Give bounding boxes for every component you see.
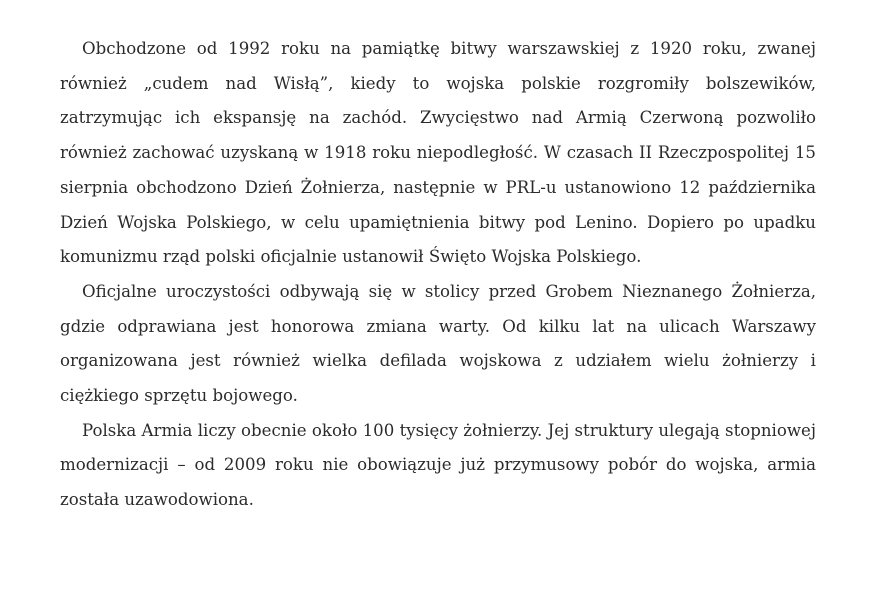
paragraph-history: Obchodzone od 1992 roku na pamiątkę bitwy warszawskiej z 1920 roku, zwanej również „cudem nad Wisłą”, kiedy to wojska polskie rozgromiły bolszewików, zatrzymując ich ekspansję na zachód. Zwycięstwo nad Armią Czerwoną pozwoliło również zachować uzyskaną w 1918 roku niepodległość. W czasach II Rzeczpospolitej 15 sierpnia obchodzono Dzień Żołnierza, następnie w PRL-u ustanowiono 12 października Dzień Wojska Polskiego, w celu upamiętnienia bitwy pod Lenino. Dopiero po upadku komunizmu rząd polski oficjalnie ustanowił Święto Wojska Polskiego. (60, 39, 816, 267)
paragraph-army-size: Polska Armia liczy obecnie około 100 tysięcy żołnierzy. Jej struktury ulegają stopniowej modernizacji – od 2009 roku nie obowiązuje już przymusowy pobór do wojska, armia została uzawodowiona. (60, 420, 816, 510)
document-body (60, 32, 816, 518)
paragraph-ceremonies: Oficjalne uroczystości odbywają się w stolicy przed Grobem Nieznanego Żołnierza, gdzie odprawiana jest honorowa zmiana warty. Od kilku lat na ulicach Warszawy organizowana jest również wielka defilada wojskowa z udziałem wielu żołnierzy i ciężkiego sprzętu bojowego. (60, 281, 816, 406)
